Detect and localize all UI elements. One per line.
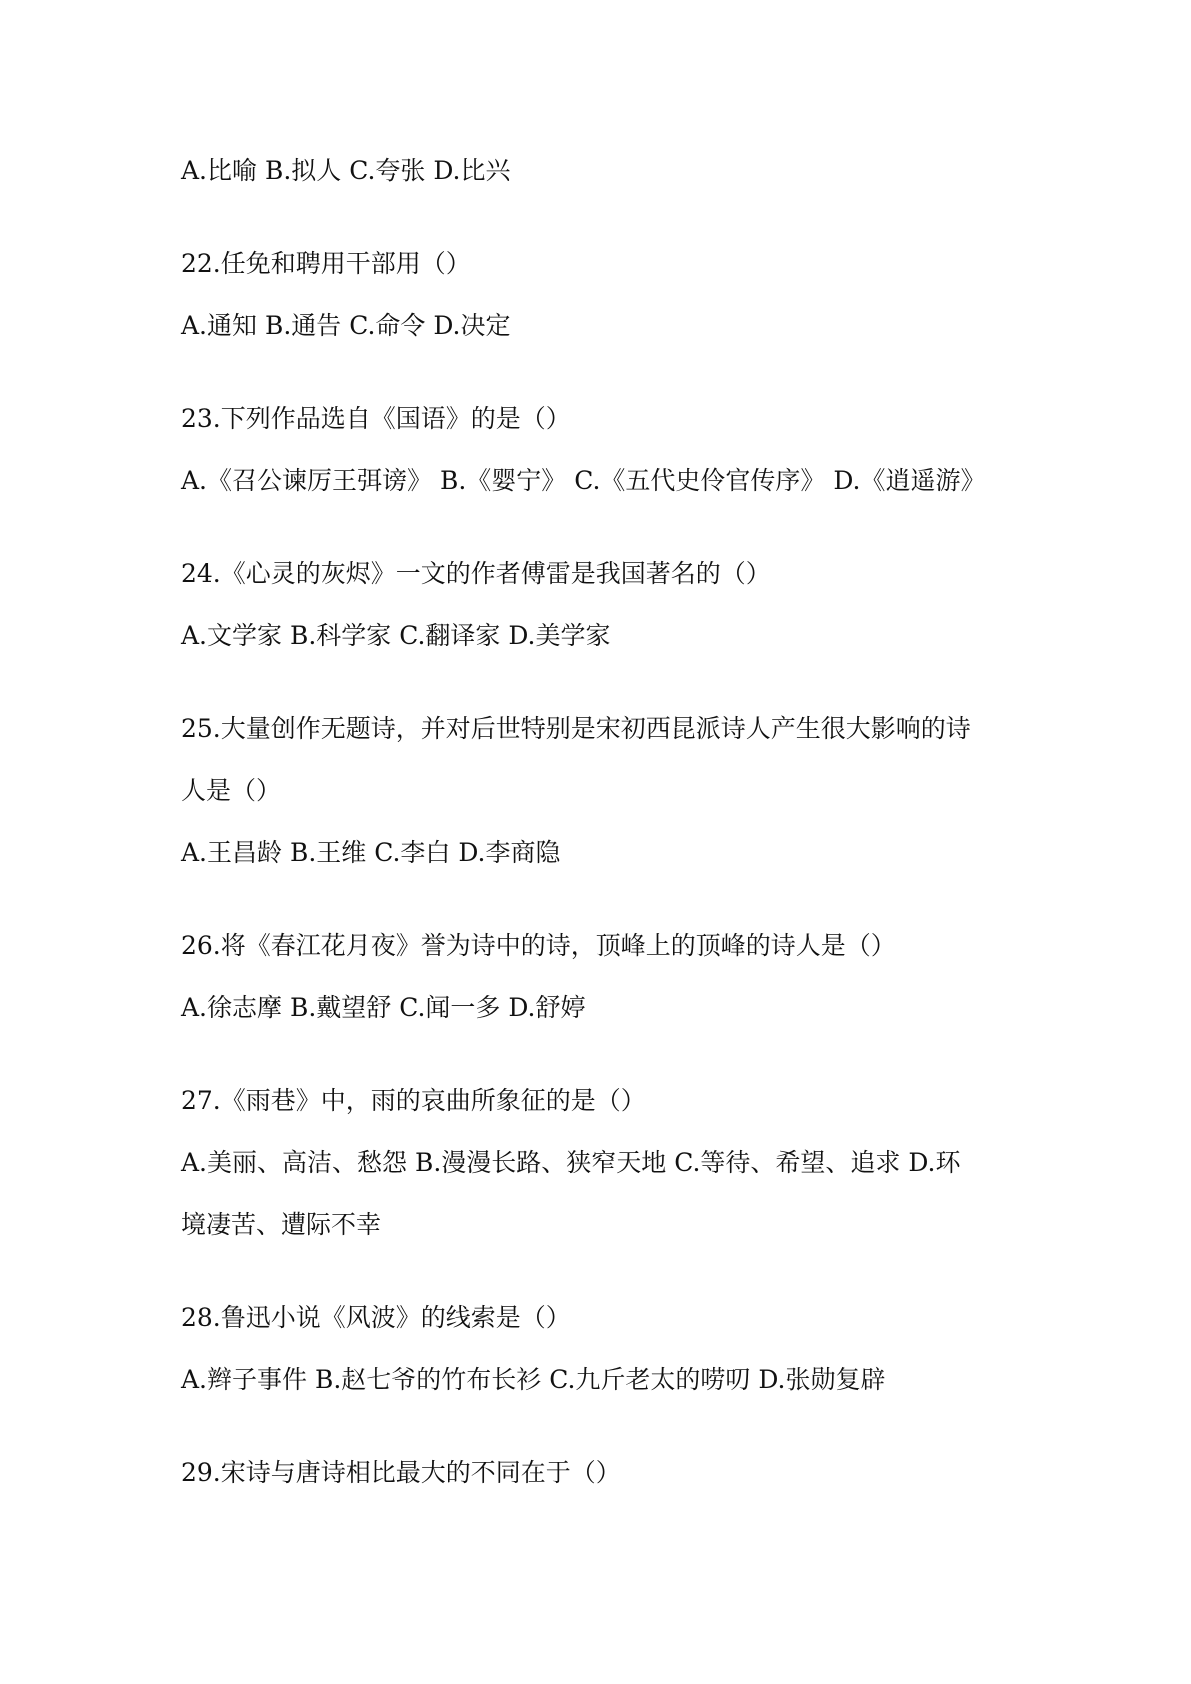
q24-options: A.文学家 B.科学家 C.翻译家 D.美学家 xyxy=(181,621,611,650)
q27-question: 27.《雨巷》中，雨的哀曲所象征的是（） xyxy=(181,1086,646,1115)
q26-question: 26.将《春江花月夜》誉为诗中的诗，顶峰上的顶峰的诗人是（） xyxy=(181,931,896,960)
q26-options: A.徐志摩 B.戴望舒 C.闻一多 D.舒婷 xyxy=(181,993,586,1022)
q28-question: 28.鲁迅小说《风波》的线索是（） xyxy=(181,1303,571,1332)
q27-options-line2: 境凄苦、遭际不幸 xyxy=(181,1210,382,1239)
q21-options: A.比喻 B.拟人 C.夸张 D.比兴 xyxy=(181,156,511,185)
q25-question-line2: 人是（） xyxy=(181,776,282,805)
q24-question: 24.《心灵的灰烬》一文的作者傅雷是我国著名的（） xyxy=(181,559,771,588)
q23-question: 23.下列作品选自《国语》的是（） xyxy=(181,404,571,433)
q22-options: A.通知 B.通告 C.命令 D.决定 xyxy=(181,311,511,340)
q22-question: 22.任免和聘用干部用（） xyxy=(181,249,471,278)
q25-options: A.王昌龄 B.王维 C.李白 D.李商隐 xyxy=(181,838,561,867)
q23-options: A.《召公谏厉王弭谤》 B.《婴宁》 C.《五代史伶官传序》 D.《逍遥游》 xyxy=(181,466,986,495)
q29-question: 29.宋诗与唐诗相比最大的不同在于（） xyxy=(181,1458,621,1487)
q28-options: A.辫子事件 B.赵七爷的竹布长衫 C.九斤老太的唠叨 D.张勋复辟 xyxy=(181,1365,886,1394)
q27-options-line1: A.美丽、高洁、愁怨 B.漫漫长路、狭窄天地 C.等待、希望、追求 D.环 xyxy=(181,1148,961,1177)
q25-question-line1: 25.大量创作无题诗，并对后世特别是宋初西昆派诗人产生很大影响的诗 xyxy=(181,714,971,743)
